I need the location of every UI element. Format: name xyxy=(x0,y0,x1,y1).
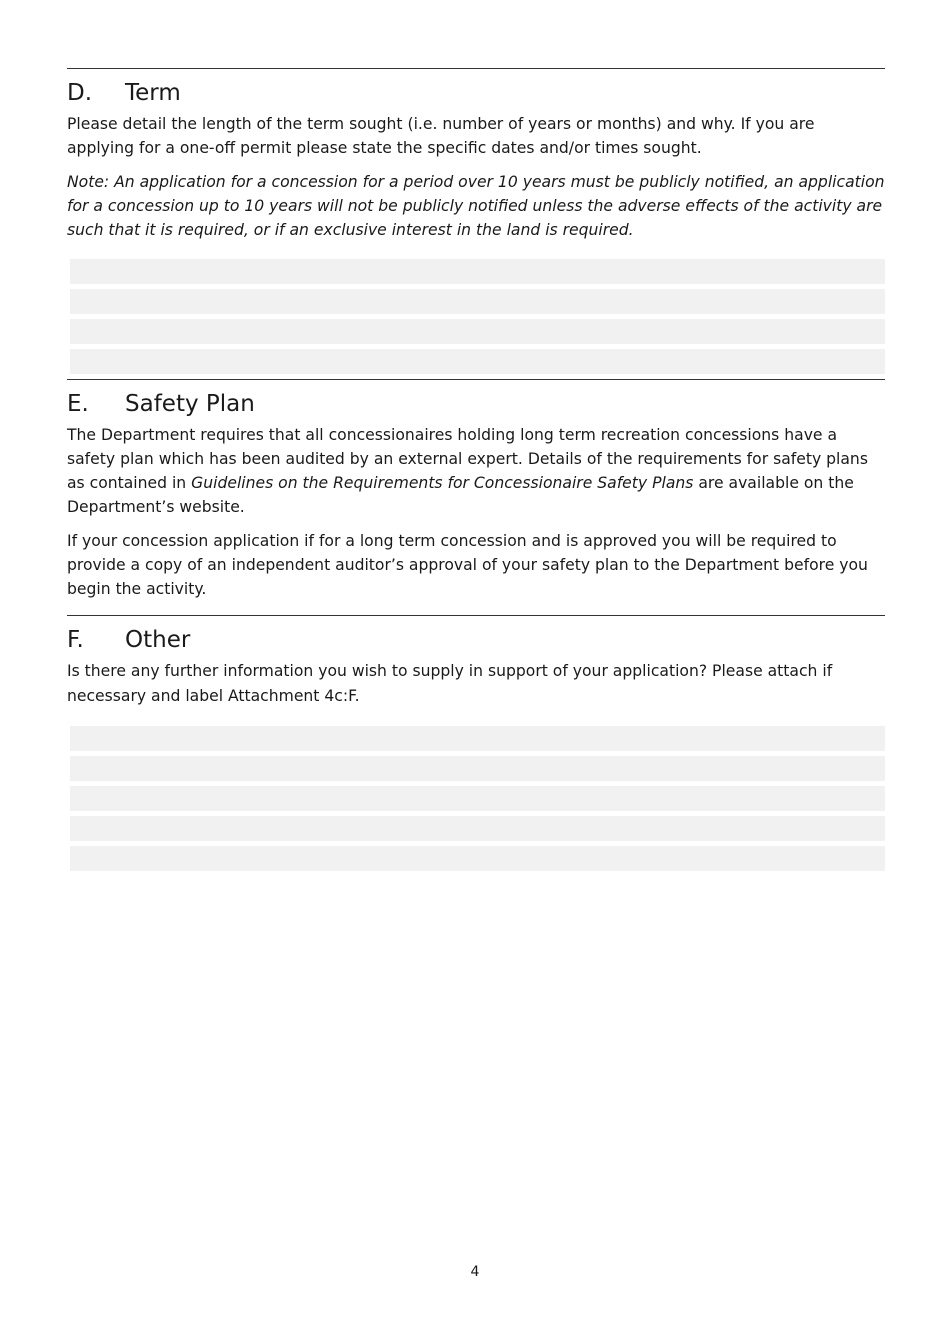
other-answer-line-4[interactable] xyxy=(70,816,885,841)
section-divider xyxy=(67,615,885,616)
other-answer-line-5[interactable] xyxy=(70,846,885,871)
section-d-heading xyxy=(67,78,885,108)
other-answer-line-1[interactable] xyxy=(70,726,885,751)
section-e-p1-text-end: are available on the Department’s website. xyxy=(67,474,854,516)
section-d-note: Note: An application for a concession for a period over 10 years must be publicly notified, an application for a concession up to 10 years will not be publicly notified unless the adverse effects of the activity are such that it is required, or if an exclusive interest in the land is required. xyxy=(67,173,885,239)
other-answer-line-2[interactable] xyxy=(70,756,885,781)
section-d-letter: D. xyxy=(67,80,93,106)
section-e-p1-text: The Department requires that all concessionaires holding long term recreation concessions have a safety plan which has been audited by an external expert. Details of the requirements for safety plans as contained in xyxy=(67,426,868,492)
section-f-answer-fields xyxy=(67,726,885,871)
section-f-title: Other xyxy=(125,627,191,653)
section-f-letter: F. xyxy=(67,627,84,653)
section-e-heading xyxy=(67,389,885,419)
section-e-letter: E. xyxy=(67,391,89,417)
section-d-answer-fields xyxy=(67,259,885,374)
section-d-title: Term xyxy=(125,80,181,106)
section-f-paragraph: Is there any further information you wish to supply in support of your application? Please attach if necessary and label Attachment 4c:F. xyxy=(67,662,833,705)
section-e-paragraph-2: If your concession application if for a long term concession and is approved you will be required to provide a copy of an independent auditor’s approval of your safety plan to the Department before you begin the activity. xyxy=(67,532,868,598)
term-answer-line-2[interactable] xyxy=(70,289,885,314)
section-e-paragraph-1 xyxy=(67,423,885,519)
term-answer-line-4[interactable] xyxy=(70,349,885,374)
term-answer-line-1[interactable] xyxy=(70,259,885,284)
other-answer-line-3[interactable] xyxy=(70,786,885,811)
section-e-title: Safety Plan xyxy=(125,391,255,417)
section-f-heading xyxy=(67,625,885,655)
guidelines-title: Guidelines on the Requirements for Concessionaire Safety Plans xyxy=(191,474,694,492)
section-d-paragraph: Please detail the length of the term sought (i.e. number of years or months) and why. If you are applying for a one-off permit please state the specific dates and/or times sought. xyxy=(67,115,815,157)
term-answer-line-3[interactable] xyxy=(70,319,885,344)
section-divider xyxy=(67,379,885,380)
document-page xyxy=(67,68,885,876)
page-number: 4 xyxy=(470,1264,480,1280)
section-divider xyxy=(67,68,885,69)
